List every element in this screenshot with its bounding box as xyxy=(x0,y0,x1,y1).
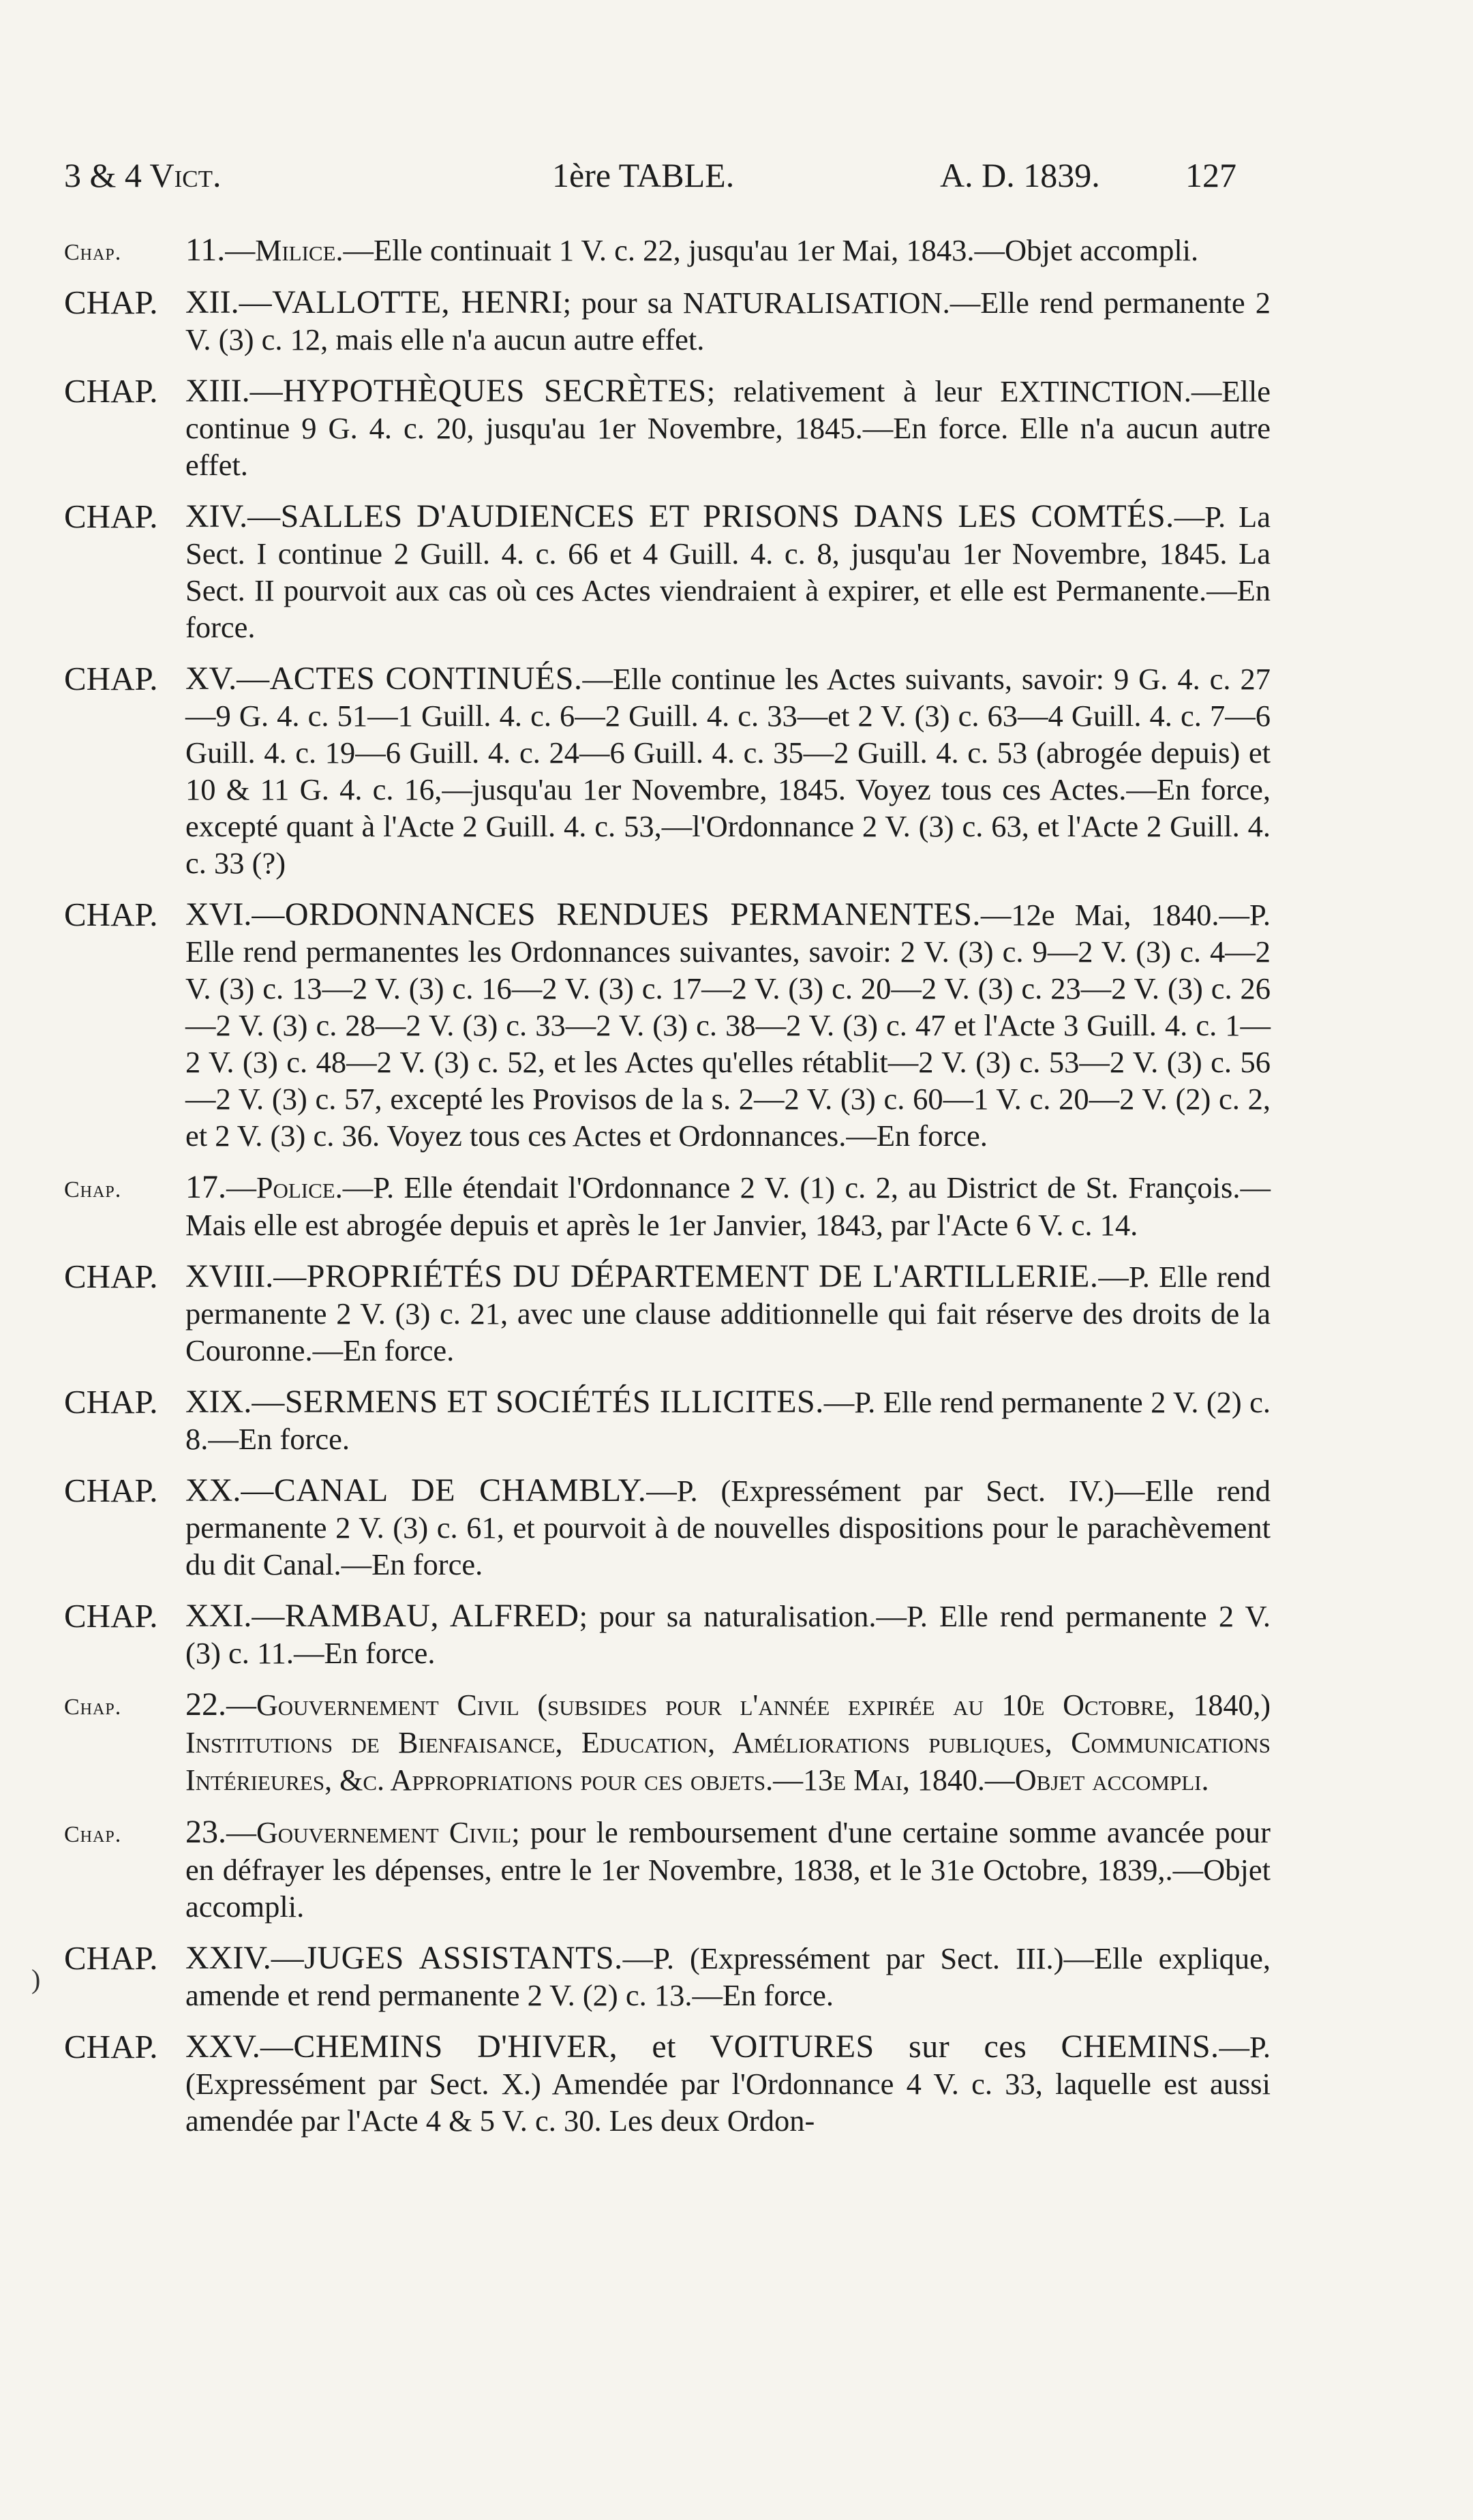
running-header xyxy=(64,155,1236,203)
chapter-entry xyxy=(64,373,1271,483)
chapter-number: XII. xyxy=(185,284,239,320)
chapter-entry xyxy=(64,1384,1271,1457)
chapter-number: 22. xyxy=(185,1686,226,1722)
header-year: A. D. 1839. xyxy=(940,156,1100,194)
chapter-number: XIII. xyxy=(185,373,250,409)
chapter-text: —P. Elle rend permanente 2 V. (2) c. 8.—En force. xyxy=(185,1385,1271,1456)
chapter-title: —Police. xyxy=(226,1171,343,1204)
chapter-label: CHAP. xyxy=(64,660,158,697)
chapter-label: CHAP. xyxy=(64,1939,158,1977)
chapter-entry xyxy=(64,896,1271,1154)
chapter-text: ; pour le remboursement d'une certaine somme avancée pour en défrayer les dépenses, entre le 1er Novembre, 1838, et le 31e Octobre, 1839,.—Objet accompli. xyxy=(185,1815,1271,1924)
chapter-label: CHAP. xyxy=(64,1383,158,1421)
chapter-title: —SERMENS ET SOCIÉTÉS ILLICITES. xyxy=(252,1384,824,1420)
chapter-label: CHAP. xyxy=(64,1597,158,1635)
chapter-number: XXV. xyxy=(185,2029,260,2065)
header-page-number: 127 xyxy=(1185,156,1236,194)
chapter-label: CHAP. xyxy=(64,896,158,933)
chapter-title: —RAMBAU, ALFRED xyxy=(252,1598,579,1634)
header-regnal-years: 3 & 4 Vict. xyxy=(64,156,222,194)
chapter-text: —P. (Expressément par Sect. III.)—Elle explique, amende et rend permanente 2 V. (2) c. 13.—En force. xyxy=(185,1941,1271,2012)
chapter-list xyxy=(64,232,1271,2154)
chapter-title: —CHEMINS D'HIVER, et VOITURES sur ces CHEMINS. xyxy=(260,2029,1219,2065)
chapter-text: —P. (Expressément par Sect. X.) Amendée par l'Ordonnance 4 V. c. 33, laquelle est aussi amendée par l'Acte 4 & 5 V. c. 30. Les deux Ordon- xyxy=(185,2030,1271,2138)
chapter-text: ; relativement à leur EXTINCTION.—Elle continue 9 G. 4. c. 20, jusqu'au 1er Novembre, 1845.—En force. Elle n'a aucun autre effet. xyxy=(185,374,1271,482)
chapter-label: Chap. xyxy=(64,1695,122,1720)
chapter-label: CHAP. xyxy=(64,2028,158,2065)
chapter-entry xyxy=(64,1686,1271,1799)
chapter-text: —P. (Expressément par Sect. IV.)—Elle rend permanente 2 V. (3) c. 61, et pourvoit à de nouvelles dispositions pour le parachèvement du dit Canal.—En force. xyxy=(185,1474,1271,1581)
chapter-entry xyxy=(64,1814,1271,1925)
chapter-label: CHAP. xyxy=(64,498,158,535)
chapter-entry xyxy=(64,498,1271,646)
chapter-text: —P. La Sect. I continue 2 Guill. 4. c. 66 et 4 Guill. 4. c. 8, jusqu'au 1er Novembre, 1845. La Sect. II pourvoit aux cas où ces Actes viendraient à expirer, et elle est Permanente.—En force. xyxy=(185,500,1271,644)
chapter-title: —Gouvernement Civil xyxy=(226,1816,512,1849)
chapter-entry xyxy=(64,1258,1271,1369)
chapter-text: —P. Elle rend permanente 2 V. (3) c. 21, avec une clause additionnelle qui fait réserve des droits de la Couronne.—En force. xyxy=(185,1260,1271,1367)
chapter-label: Chap. xyxy=(64,1177,122,1202)
chapter-title: —ORDONNANCES RENDUES PERMANENTES. xyxy=(252,896,981,932)
chapter-number: XXI. xyxy=(185,1598,252,1634)
chapter-number: XXIV. xyxy=(185,1940,271,1976)
chapter-title: —VALLOTTE, HENRI xyxy=(239,284,563,320)
chapter-entry xyxy=(64,661,1271,881)
chapter-title: —Gouvernement Civil (subsides xyxy=(226,1688,648,1722)
chapter-entry xyxy=(64,2029,1271,2139)
chapter-number: XIX. xyxy=(185,1384,252,1420)
chapter-number: XV. xyxy=(185,661,237,697)
chapter-label: Chap. xyxy=(64,240,122,265)
chapter-title: —PROPRIÉTÉS DU DÉPARTEMENT DE L'ARTILLERIE. xyxy=(273,1258,1099,1294)
chapter-number: 23. xyxy=(185,1814,226,1850)
chapter-number: XVIII. xyxy=(185,1258,274,1294)
chapter-entry xyxy=(64,1472,1271,1583)
chapter-number: 17. xyxy=(185,1169,226,1205)
chapter-title: —SALLES D'AUDIENCES ET PRISONS DANS LES COMTÉS. xyxy=(247,498,1174,534)
header-table-title: 1ère TABLE. xyxy=(552,156,735,194)
chapter-title: —CANAL DE CHAMBLY. xyxy=(241,1472,647,1508)
chapter-title: —HYPOTHÈQUES SECRÈTES xyxy=(249,373,707,409)
chapter-number: 11. xyxy=(185,232,226,268)
chapter-text: pour l'année expirée au 10e Octobre, 1840,) Institutions de Bienfaisance, Education, Améliorations publiques, Communications Intérieures, &c. Appropriations pour ces objets.—13e Mai, 1840.—Objet accompli. xyxy=(185,1688,1271,1797)
chapter-text: —Elle continue les Actes suivants, savoir: 9 G. 4. c. 27—9 G. 4. c. 51—1 Guill. 4. c. 6—2 Guill. 4. c. 33—et 2 V. (3) c. 63—4 Guill. 4. c. 7—6 Guill. 4. c. 19—6 Guill. 4. c. 24—6 Guill. 4. c. 35—2 Guill. 4. c. 53 (abrogée depuis) et 10 & 11 G. 4. c. 16,—jusqu'au 1er Novembre, 1845. Voyez tous ces Actes.—En force, excepté quant à l'Acte 2 Guill. 4. c. 53,—l'Ordonnance 2 V. (3) c. 63, et l'Acte 2 Guill. 4. c. 33 (?) xyxy=(185,662,1271,880)
chapter-label: Chap. xyxy=(64,1822,122,1847)
chapter-entry xyxy=(64,1940,1271,2014)
chapter-text: ; pour sa naturalisation.—P. Elle rend permanente 2 V. (3) c. 11.—En force. xyxy=(185,1599,1271,1670)
chapter-entry xyxy=(64,1598,1271,1671)
chapter-label: CHAP. xyxy=(64,1472,158,1509)
chapter-title: —JUGES ASSISTANTS. xyxy=(271,1940,623,1976)
chapter-number: XIV. xyxy=(185,498,248,534)
chapter-text: —P. Elle étendait l'Ordonnance 2 V. (1) c. 2, au District de St. François.—Mais elle est abrogée depuis et après le 1er Janvier, 1843, par l'Acte 6 V. c. 14. xyxy=(185,1170,1271,1242)
chapter-entry xyxy=(64,1169,1271,1243)
chapter-title: —Milice. xyxy=(225,234,344,267)
chapter-label: CHAP. xyxy=(64,1258,158,1295)
chapter-label: CHAP. xyxy=(64,372,158,410)
chapter-entry xyxy=(64,232,1271,269)
chapter-text: —Elle continuait 1 V. c. 22, jusqu'au 1er Mai, 1843.—Objet accompli. xyxy=(343,233,1199,267)
chapter-text: ; pour sa NATURALISATION.—Elle rend permanente 2 V. (3) c. 12, mais elle n'a aucun autre effet. xyxy=(185,286,1271,356)
chapter-number: XX. xyxy=(185,1472,241,1508)
chapter-title: —ACTES CONTINUÉS. xyxy=(237,661,583,697)
chapter-entry xyxy=(64,284,1271,358)
margin-bracket-mark: ) xyxy=(31,1964,41,1994)
chapter-number: XVI. xyxy=(185,896,252,932)
chapter-label: CHAP. xyxy=(64,284,158,321)
chapter-text: —12e Mai, 1840.—P. Elle rend permanentes les Ordonnances suivantes, savoir: 2 V. (3) c. 9—2 V. (3) c. 4—2 V. (3) c. 13—2 V. (3) c. 16—2 V. (3) c. 17—2 V. (3) c. 20—2 V. (3) c. 23—2 V. (3) c. 26—2 V. (3) c. 28—2 V. (3) c. 33—2 V. (3) c. 38—2 V. (3) c. 47 et l'Acte 3 Guill. 4. c. 1—2 V. (3) c. 48—2 V. (3) c. 52, et les Actes qu'elles rétablit—2 V. (3) c. 53—2 V. (3) c. 56—2 V. (3) c. 57, excepté les Provisos de la s. 2—2 V. (3) c. 60—1 V. c. 20—2 V. (2) c. 2, et 2 V. (3) c. 36. Voyez tous ces Actes et Ordonnances.—En force. xyxy=(185,898,1271,1153)
